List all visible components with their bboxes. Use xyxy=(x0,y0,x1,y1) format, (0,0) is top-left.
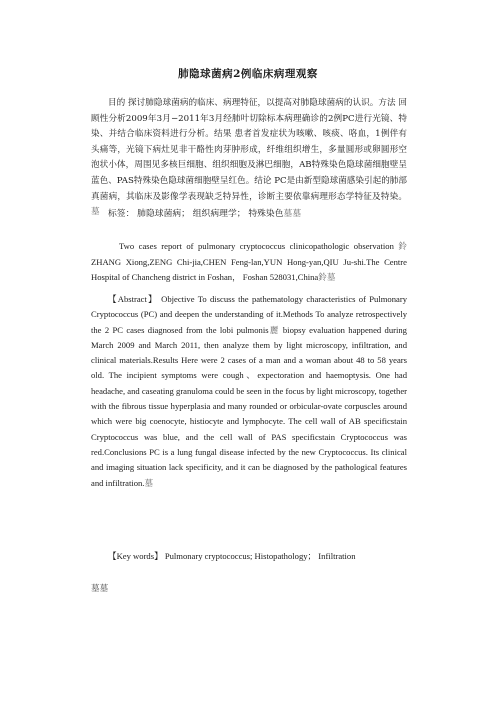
abstract-en-mark: 墓 xyxy=(144,477,154,488)
english-title: Two cases report of pulmonary cryptococcus clinicopathologic observation xyxy=(119,241,394,251)
abstract-cn-mark: 墓 xyxy=(91,207,100,218)
abstract-en-inline-mark: 麗 xyxy=(268,324,280,335)
article-title: 肺隐球菌病2例临床病理观察 xyxy=(178,68,318,80)
abstract-en-part1: Objective To discuss the pathematology characteristics of Pulmonary Cryptococcus (PC) and deepen the understanding of it.Methods To analyze retrospectively the 2 PC cases diagnosed from the lobi pulmonis xyxy=(91,294,407,335)
chinese-abstract-text: 目的 探讨肺隐球菌病的临床、病理特征，以提高对肺隐球菌病的认识。方法 回顾性分析2009年3月−2011年3月经肺叶切除标本病理确诊的2例PC进行光镜、特染、并结合临床资料进行分析。结果 患者首发症状为咳嗽、咳痰、咯血，1例伴有头痛等，光镜下病灶见非干酪性肉芽肿形成，纤维组织增生，多量圆形或卵圆形空泡状小体，周围见多核巨细胞、组织细胞及淋巴细胞，AB特殊染色隐球菌细胞壁呈蓝色、PAS特殊染色隐球菌细胞壁呈红色。结论 PC是由新型隐球菌感染引起的肺部真菌病，其临床及影像学表现缺乏特异性，诊断主要依靠病理形态学特征及特染。 xyxy=(91,98,407,202)
abstract-en-label: 【Abstract】 xyxy=(108,294,158,304)
english-authors: ZHANG Xiong,ZENG Chi-jia,CHEN Feng-lan,YUN Hong-yan,QIU Ju-shi.The Centre Hospital of Chancheng district in Foshan， Foshan 528031,China xyxy=(91,256,407,283)
chinese-keywords-text: 标签： 肺隐球菌病； 组织病理学； 特殊染色 xyxy=(108,209,284,219)
chinese-abstract xyxy=(91,96,407,221)
keywords-en-label: 【Key words】 xyxy=(108,551,163,561)
keywords-cn-mark: 墓墓 xyxy=(283,209,302,219)
chinese-keywords xyxy=(91,207,407,223)
english-title-block xyxy=(91,239,407,286)
en-authors-mark: 鈴墓 xyxy=(318,272,336,283)
english-abstract xyxy=(91,292,407,491)
trailing-mark: 墓墓 xyxy=(91,584,109,594)
abstract-en-part2: biopsy evaluation happened during March 2009 and March 2011, then analyze them by light microscopy, infiltration, and clinical materials.Results Here were 2 cases of a man and a woman about 48 to 58 years old. The incipient symptoms were cough、expectoration and haemoptysis. One had headache, and caseating granuloma could be seen in the focus by light microscopy, together with the fibrous tissue hyperplasia and many rounded or orbicular-ovate corpuscles around which were big coenocyte, histiocyte and lymphocyte. The cell wall of AB specificstain Cryptococcus was blue, and the cell wall of PAS specificstain Cryptococcus was red.Conclusions PC is a lung fungal disease infected by the new Cryptococcus. Its clinical and imaging situation lack specificity, and it can be diagnosed by the pathological features and infiltration. xyxy=(91,324,407,488)
keywords-en-text: Pulmonary cryptococcus; Histopathology； Infiltration xyxy=(162,551,356,561)
en-authors-prefix: 鈴 xyxy=(398,241,407,251)
english-keywords xyxy=(91,549,407,565)
